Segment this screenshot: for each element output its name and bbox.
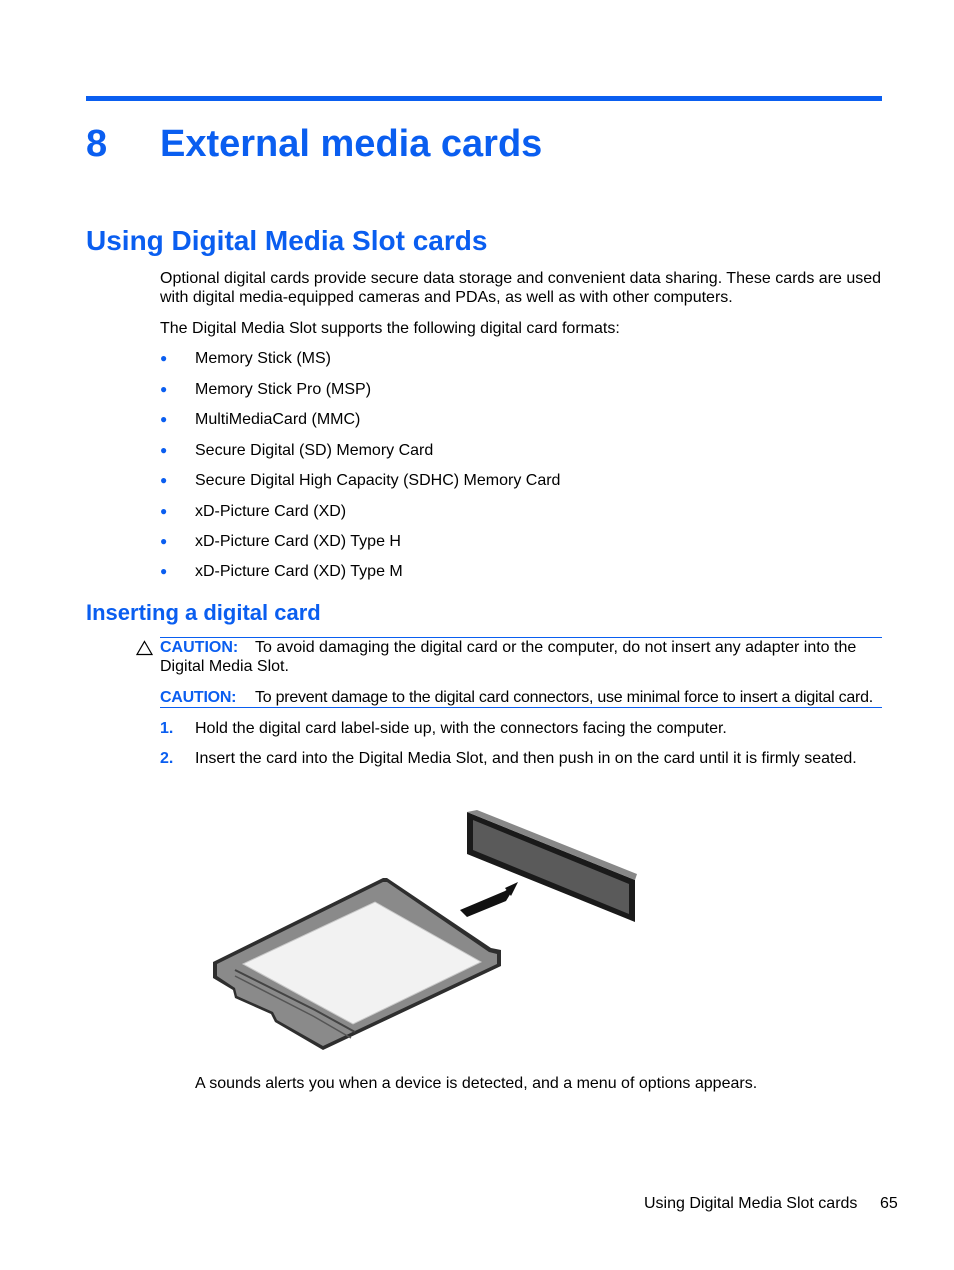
footer-section-name: Using Digital Media Slot cards: [644, 1195, 858, 1212]
bullet-dot-icon: ●: [160, 443, 168, 457]
list-item: ● xD-Picture Card (XD): [160, 503, 347, 520]
list-item: ● Memory Stick (MS): [160, 350, 331, 367]
list-item: ● Secure Digital High Capacity (SDHC) Memory Card: [160, 472, 561, 489]
bullet-dot-icon: ●: [160, 564, 168, 578]
list-item: ● xD-Picture Card (XD) Type H: [160, 533, 401, 550]
caution-label: CAUTION:: [160, 689, 237, 706]
chapter-rule: [86, 96, 882, 101]
list-item: ● MultiMediaCard (MMC): [160, 411, 361, 428]
sd-card-shape: [213, 878, 501, 1050]
chapter-number: 8: [86, 123, 108, 165]
section-title: Using Digital Media Slot cards: [86, 225, 488, 256]
subsection-title: Inserting a digital card: [86, 600, 321, 625]
list-item: ● Memory Stick Pro (MSP): [160, 381, 372, 398]
caution-text: To avoid damaging the digital card or the computer, do not insert any adapter into the Digital Media Slot.: [160, 639, 857, 675]
bullet-dot-icon: ●: [160, 534, 168, 548]
caution-text: To prevent damage to the digital card connectors, use minimal force to insert a digital card.: [255, 689, 873, 706]
caution-rule-bottom: [160, 707, 882, 708]
list-item: 1. Hold the digital card label-side up, with the connectors facing the computer.: [160, 720, 727, 737]
after-figure-paragraph: A sounds alerts you when a device is detected, and a menu of options appears.: [195, 1075, 758, 1092]
formats-intro: The Digital Media Slot supports the following digital card formats:: [160, 320, 620, 337]
caution-label: CAUTION:: [160, 639, 239, 656]
caution-1: [160, 638, 882, 676]
caution-2: [160, 688, 900, 707]
chapter-title: External media cards: [160, 123, 543, 165]
bullet-dot-icon: ●: [160, 351, 168, 365]
list-item: ● Secure Digital (SD) Memory Card: [160, 442, 434, 459]
page-number: 65: [880, 1195, 898, 1212]
list-item: 2. Insert the card into the Digital Media Slot, and then push in on the card until it is firmly seated.: [160, 750, 857, 767]
insert-arrow-shape: [460, 882, 518, 917]
chapter-heading: [86, 118, 542, 170]
bullet-dot-icon: ●: [160, 504, 168, 518]
bullet-dot-icon: ●: [160, 412, 168, 426]
bullet-dot-icon: ●: [160, 473, 168, 487]
caution-triangle-icon: [136, 640, 153, 661]
intro-paragraph: Optional digital cards provide secure data storage and convenient data sharing. These cards are used with digital media-equipped cameras and PDAs, as well as with other computers.: [160, 270, 882, 306]
sd-card-insertion-illustration: [205, 800, 645, 1060]
list-item: ● xD-Picture Card (XD) Type M: [160, 563, 403, 580]
bullet-dot-icon: ●: [160, 382, 168, 396]
